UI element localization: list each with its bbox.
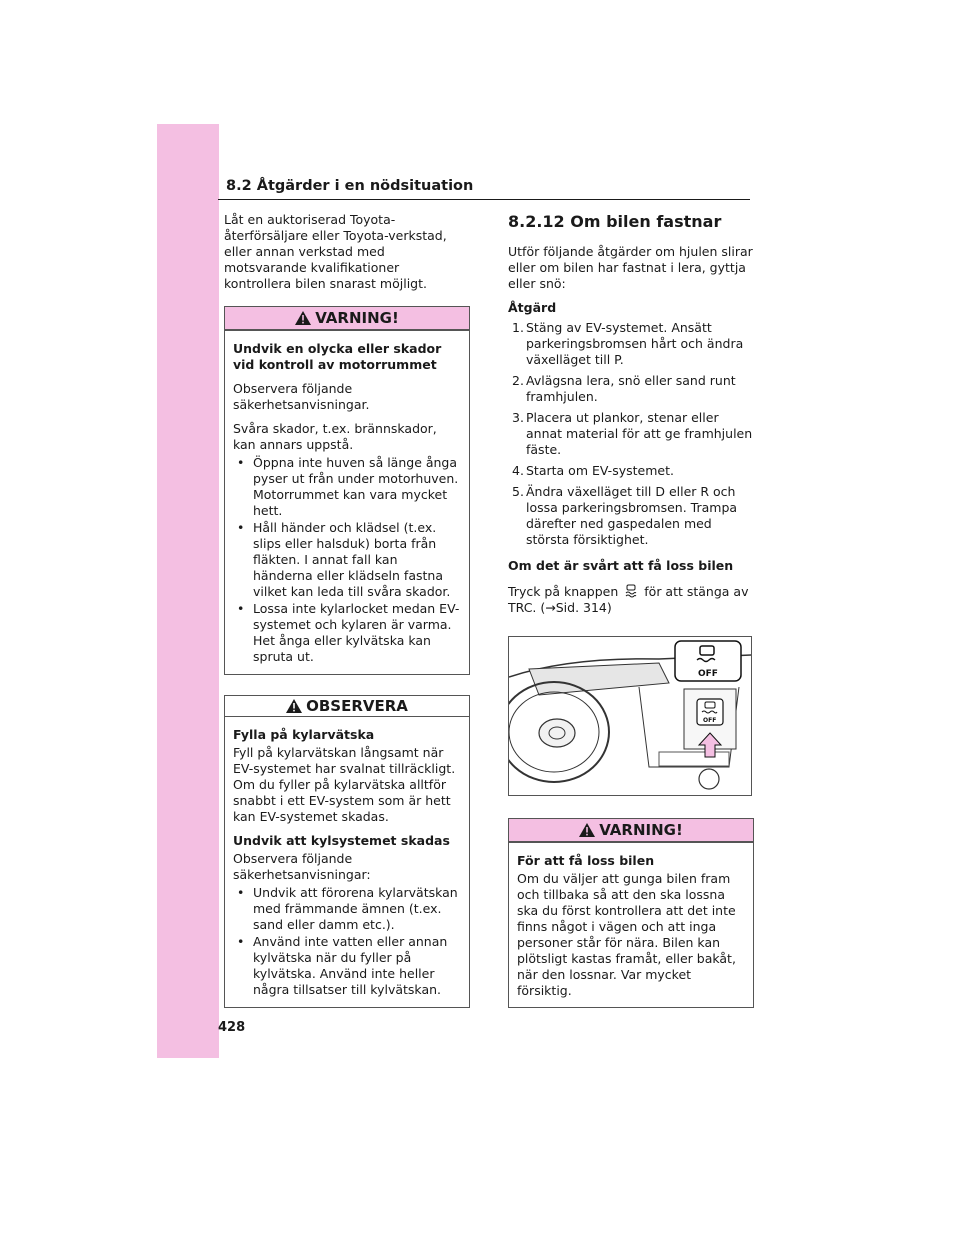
notice-heading: Undvik att kylsystemet skadas bbox=[233, 833, 450, 848]
list-item: 4. Starta om EV-systemet. bbox=[512, 463, 674, 478]
warning-label: VARNING! bbox=[315, 309, 399, 327]
dashboard-illustration bbox=[508, 636, 752, 796]
steps-heading: Åtgärd bbox=[508, 300, 557, 315]
section-intro: Utför följande åtgärder om hjulen slirar eller om bilen har fastnat i lera, gyttja eller snö: bbox=[508, 244, 753, 291]
page-number: 428 bbox=[218, 1020, 246, 1035]
notice-paragraph: Observera följande säkerhetsanvisningar: bbox=[233, 851, 371, 882]
steps-list bbox=[508, 320, 754, 548]
warning-box-engine bbox=[224, 306, 470, 675]
off-label-large: OFF bbox=[698, 669, 718, 679]
list-item: 3. Placera ut plankor, stenar eller annat material för att ge framhjulen fäste. bbox=[512, 410, 753, 457]
warning-box-stuck bbox=[508, 818, 754, 1008]
warning-bullet-list bbox=[233, 455, 461, 665]
hard-heading: Om det är svårt att få loss bilen bbox=[508, 558, 734, 573]
warning-triangle-icon bbox=[579, 823, 595, 837]
list-item: • Undvik att förorena kylarvätskan med främmande ämnen (t.ex. sand eller damm etc.). bbox=[237, 885, 458, 932]
list-item: 2. Avlägsna lera, snö eller sand runt framhjulen. bbox=[512, 373, 736, 404]
list-item: • Lossa inte kylarlocket medan EV-systemet och kylaren är varma. Het ånga eller kylvätska kan spruta ut. bbox=[237, 601, 460, 664]
list-item: • Använd inte vatten eller annan kylvätska när du fyller på kylvätska. Använd inte heller några tillsatser till kylvätskan. bbox=[237, 934, 448, 997]
warning-label: VARNING! bbox=[599, 821, 683, 839]
trc-off-icon bbox=[624, 584, 638, 598]
list-item: • Håll händer och klädsel (t.ex. slips eller halsduk) borta från fläkten. I annat fall kan händerna eller klädseln fastna vilket kan leda till svåra skador. bbox=[237, 520, 451, 599]
intro-text: Låt en auktoriserad Toyota-återförsäljare eller Toyota-verkstad, eller annan verkstad med motsvarande kvalifikationer kontrollera bilen snarast möjligt. bbox=[224, 212, 447, 291]
list-item: • Öppna inte huven så länge ånga pyser ut från under motorhuven. Motorrummet kan vara mycket hett. bbox=[237, 455, 459, 518]
hard-paragraph: Tryck på knappen för att stänga av TRC. (→Sid. 314) bbox=[508, 584, 749, 615]
page-header: 8.2 Åtgärder i en nödsituation bbox=[226, 178, 474, 194]
off-label-small: OFF bbox=[703, 717, 717, 724]
warning-heading: Undvik en olycka eller skador vid kontroll av motorrummet bbox=[233, 341, 442, 372]
notice-triangle-icon bbox=[286, 699, 302, 713]
warning-header bbox=[509, 819, 753, 843]
warning-paragraph: Observera följande säkerhetsanvisningar. bbox=[233, 381, 370, 412]
header-rule bbox=[218, 199, 750, 200]
notice-paragraph: Fyll på kylarvätskan långsamt när EV-systemet har svalnat tillräckligt. Om du fyller på kylarvätska alltför snabbt i ett EV-system som är hett kan EV-systemet skadas. bbox=[233, 745, 456, 824]
chapter-sidebar bbox=[157, 124, 219, 1058]
warning-heading: För att få loss bilen bbox=[517, 853, 655, 868]
left-column bbox=[224, 212, 470, 1028]
notice-heading: Fylla på kylarvätska bbox=[233, 727, 375, 742]
notice-box-coolant bbox=[224, 695, 470, 1008]
notice-bullet-list bbox=[233, 885, 461, 998]
section-title: 8.2.12 Om bilen fastnar bbox=[508, 212, 722, 231]
list-item: 5. Ändra växelläget till D eller R och lossa parkeringsbromsen. Trampa därefter ned gaspedalen med största försiktighet. bbox=[512, 484, 738, 547]
list-item: 1. Stäng av EV-systemet. Ansätt parkeringsbromsen hårt och ändra växelläget till P. bbox=[512, 320, 744, 367]
warning-triangle-icon bbox=[295, 311, 311, 325]
notice-label: OBSERVERA bbox=[306, 697, 408, 715]
right-column bbox=[508, 212, 754, 1028]
warning-header bbox=[225, 307, 469, 331]
notice-header bbox=[225, 696, 469, 717]
warning-paragraph: Om du väljer att gunga bilen fram och tillbaka så att den ska lossna ska du först kontrollera att det inte finns något i vägen och att inga personer står för nära. Bilen kan plötsligt kastas framåt, eller bakåt, när den lossnar. Var mycket försiktig. bbox=[517, 871, 736, 998]
warning-paragraph: Svåra skador, t.ex. brännskador, kan annars uppstå. bbox=[233, 421, 437, 452]
